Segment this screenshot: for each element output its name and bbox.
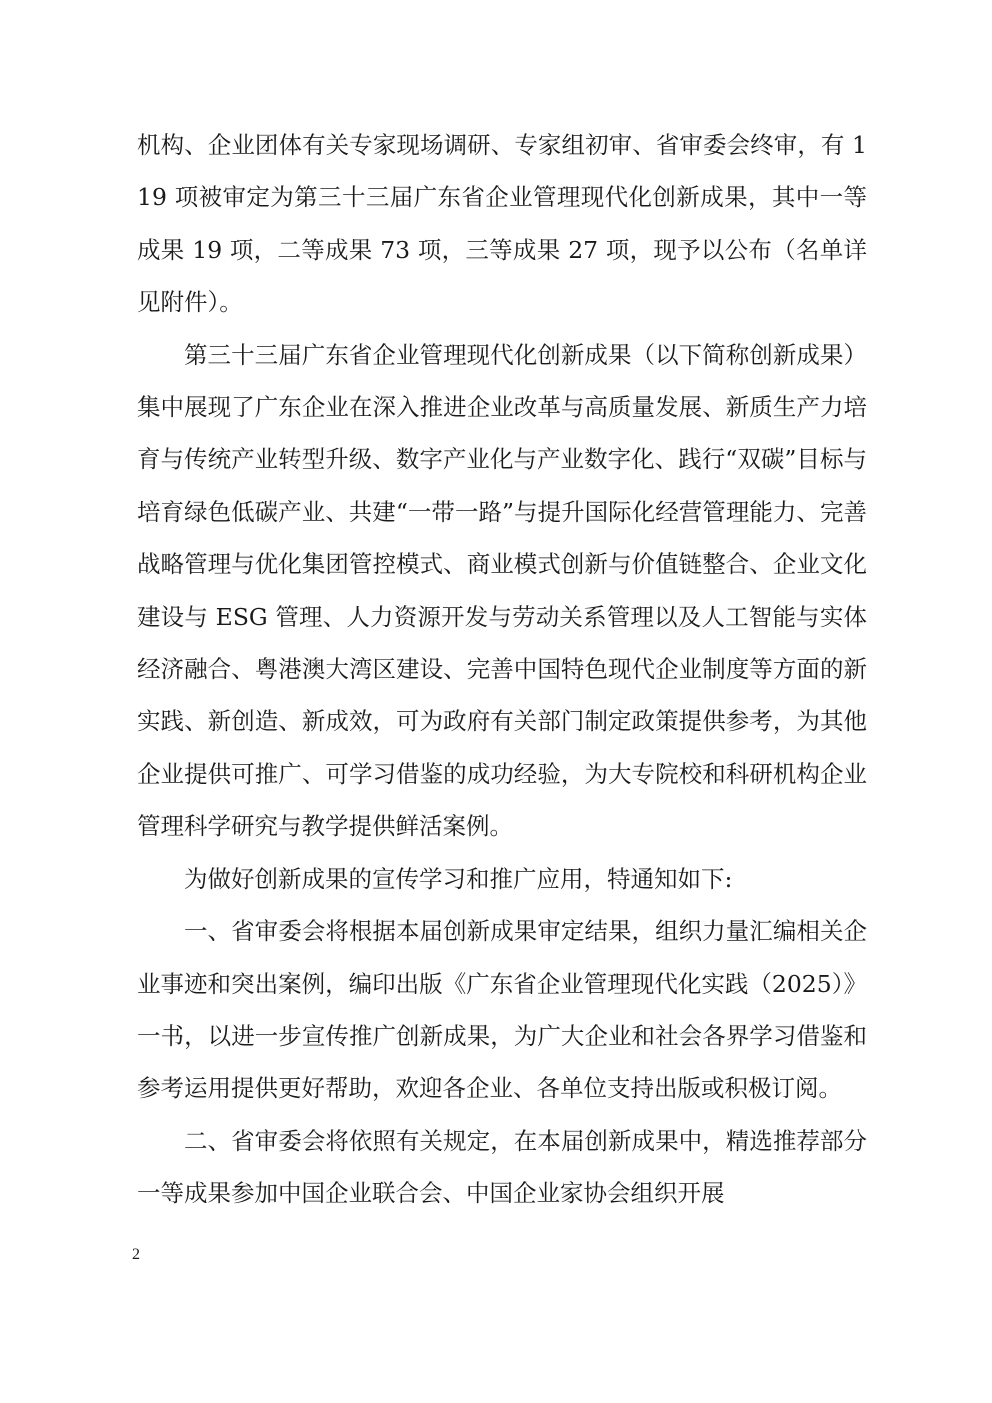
paragraph-notice-intro: 为做好创新成果的宣传学习和推广应用，特通知如下: xyxy=(184,864,733,893)
paragraph-achievements-summary: 第三十三届广东省企业管理现代化创新成果（以下简称创新成果）集中展现了广东企业在深入推进企业改革与高质量发展、新质生产力培育与传统产业转型升级、数字产业化与产业数字化、践行“双碳”目标与培育绿色低碳产业、共建“一带一路”与提升国际化经营管理能力、完善战略管理与优化集团管控模式、商业模式创新与价值链整合、企业文化建设与 ESG 管理、人力资源开发与劳动关系管理以及人工智能与实体经济融合、粤港澳大湾区建设、完善中国特色现代企业制度等方面的新实践、新创造、新成效，可为政府有关部门制定政策提供参考，为其他企业提供可推广、可学习借鉴的成功经验，为大专院校和科研机构企业管理科学研究与教学提供鲜活案例。 xyxy=(137,340,867,841)
paragraph-item-one: 一、省审委会将根据本届创新成果审定结果，组织力量汇编相关企业事迹和突出案例，编印出版《广东省企业管理现代化实践（2025）》一书，以进一步宣传推广创新成果，为广大企业和社会各界学习借鉴和参考运用提供更好帮助，欢迎各企业、各单位支持出版或积极订阅。 xyxy=(137,917,867,1103)
paragraph-continuation: 机构、企业团体有关专家现场调研、专家组初审、省审委会终审，有 119 项被审定为第三十三届广东省企业管理现代化创新成果，其中一等成果 19 项，二等成果 73 项，三等成果 27 项，现予以公布（名单详见附件）。 xyxy=(137,131,867,317)
paragraph-item-two: 二、省审委会将依照有关规定，在本届创新成果中，精选推荐部分一等成果参加中国企业联合会、中国企业家协会组织开展 xyxy=(137,1126,867,1208)
page-number: 2 xyxy=(132,1246,140,1263)
document-body xyxy=(137,119,867,1220)
